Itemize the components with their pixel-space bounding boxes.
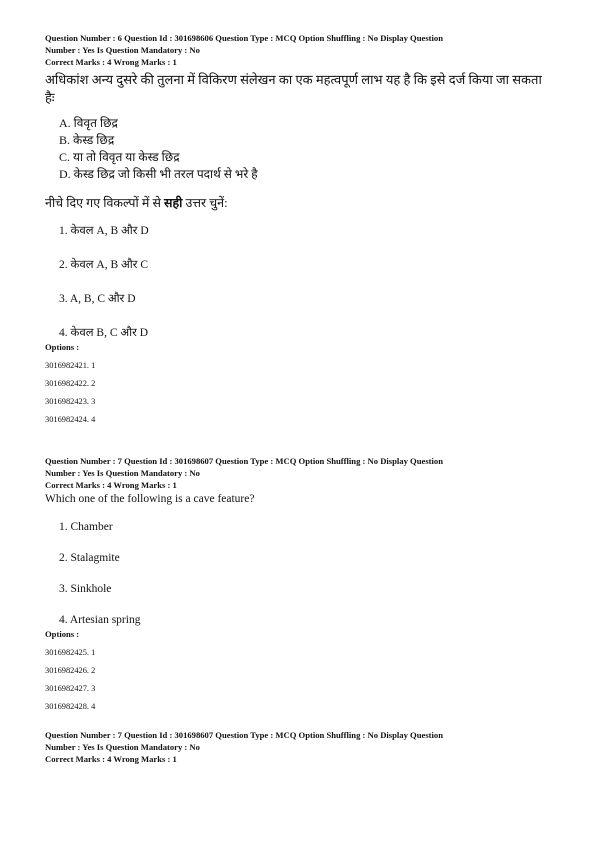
answer-choice: 4. Artesian spring bbox=[59, 614, 141, 626]
options-label: Options : bbox=[45, 342, 80, 352]
statement-list bbox=[59, 115, 550, 183]
instruction-text: नीचे दिए गए विकल्पों में से bbox=[45, 196, 165, 210]
option-id: 3016982426. 2 bbox=[45, 666, 96, 675]
instruction-emphasis: सही bbox=[164, 196, 183, 210]
question-meta-line: Question Number : 7 Question Id : 301698607 Question Type : MCQ Option Shuffling : No Display Question bbox=[45, 456, 443, 466]
statement-item: A. विवृत छिद्र bbox=[59, 116, 118, 130]
question-stem: Which one of the following is a cave feature? bbox=[45, 493, 255, 505]
option-id: 3016982428. 4 bbox=[45, 702, 96, 711]
question-meta-line: Question Number : 7 Question Id : 301698607 Question Type : MCQ Option Shuffling : No Display Question bbox=[45, 730, 443, 740]
question-meta-line: Number : Yes Is Question Mandatory : No bbox=[45, 45, 200, 55]
option-id: 3016982423. 3 bbox=[45, 397, 96, 406]
question-marks: Correct Marks : 4 Wrong Marks : 1 bbox=[45, 754, 177, 764]
answer-choice: 2. Stalagmite bbox=[59, 552, 120, 564]
question-meta-line: Number : Yes Is Question Mandatory : No bbox=[45, 468, 200, 478]
question-8-header bbox=[45, 729, 443, 765]
answer-choice: 2. केवल A, B और C bbox=[59, 259, 149, 271]
question-meta-line: Question Number : 6 Question Id : 301698606 Question Type : MCQ Option Shuffling : No Display Question bbox=[45, 33, 443, 43]
question-meta-line: Number : Yes Is Question Mandatory : No bbox=[45, 742, 200, 752]
option-id: 3016982424. 4 bbox=[45, 415, 96, 424]
option-id: 3016982427. 3 bbox=[45, 684, 96, 693]
answer-choice: 3. Sinkhole bbox=[59, 583, 112, 595]
answer-choice: 4. केवल B, C और D bbox=[59, 327, 149, 339]
statement-item: D. केस्ड छिद्र जो किसी भी तरल पदार्थ से भरे है bbox=[59, 167, 258, 181]
answer-choice: 1. केवल A, B और D bbox=[59, 225, 149, 237]
statement-item: B. केस्ड छिद्र bbox=[59, 133, 115, 147]
option-id: 3016982421. 1 bbox=[45, 361, 96, 370]
statement-item: C. या तो विवृत या केस्ड छिद्र bbox=[59, 150, 180, 164]
instruction-text: उत्तर चुनें: bbox=[182, 196, 228, 210]
answer-choice: 1. Chamber bbox=[59, 521, 113, 533]
answer-instruction bbox=[45, 195, 550, 212]
question-marks: Correct Marks : 4 Wrong Marks : 1 bbox=[45, 57, 177, 67]
option-id: 3016982422. 2 bbox=[45, 379, 96, 388]
answer-choice: 3. A, B, C और D bbox=[59, 293, 136, 305]
question-7 bbox=[45, 455, 443, 712]
question-6 bbox=[45, 32, 550, 425]
question-marks: Correct Marks : 4 Wrong Marks : 1 bbox=[45, 480, 177, 490]
options-label: Options : bbox=[45, 629, 80, 639]
question-stem: अधिकांश अन्य दुसरे की तुलना में विकिरण संलेखन का एक महत्वपूर्ण लाभ यह है कि इसे दर्ज किया जा सकता हैः bbox=[45, 72, 542, 105]
option-id: 3016982425. 1 bbox=[45, 648, 96, 657]
